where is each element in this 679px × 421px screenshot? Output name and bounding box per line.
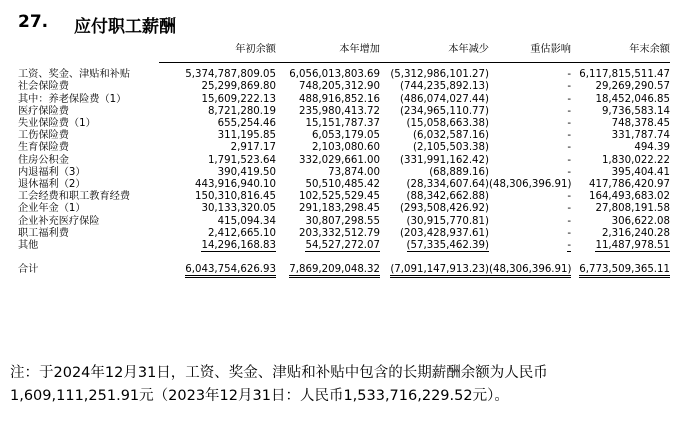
table-cell: 2,917.17 xyxy=(230,142,276,154)
table-cell: (234,965,110.77) xyxy=(400,105,489,117)
row-label: 企业补充医疗保险 xyxy=(18,215,100,227)
total-cell: (7,091,147,913.23) xyxy=(390,264,489,278)
table-cell: 235,980,413.72 xyxy=(298,105,380,117)
row-label: 内退福利（3） xyxy=(18,166,86,178)
table-cell: (88,342,662.88) xyxy=(406,191,489,203)
table-cell: 27,808,191.58 xyxy=(595,203,670,215)
table-cell: 2,103,080.60 xyxy=(311,142,380,154)
table-cell: (293,508,426.92) xyxy=(400,203,489,215)
total-cell: 6,773,509,365.11 xyxy=(579,264,670,278)
table-cell: (57,335,462.39) xyxy=(406,240,489,252)
table-header-row xyxy=(18,44,670,63)
table-cell: 6,117,815,511.47 xyxy=(579,69,670,81)
table-cell: 164,493,683.02 xyxy=(588,191,670,203)
total-cell: 7,869,209,048.32 xyxy=(289,264,380,278)
row-label: 工资、奖金、津贴和补贴 xyxy=(18,69,131,81)
table-cell: 9,736,583.14 xyxy=(601,105,670,117)
row-label: 企业年金（1） xyxy=(18,203,86,215)
table-cell: (6,032,587.16) xyxy=(413,130,489,142)
row-label: 生育保险费 xyxy=(18,142,69,154)
table-cell: - xyxy=(567,215,571,227)
table-cell: 2,412,665.10 xyxy=(207,227,276,239)
table-row xyxy=(18,142,670,154)
table-row xyxy=(18,106,670,118)
table-cell: 15,609,222.13 xyxy=(201,93,276,105)
table-cell: 50,510,485.42 xyxy=(305,179,380,191)
table-row xyxy=(18,179,670,191)
employee-benefits-payable-table xyxy=(18,44,670,278)
table-cell: (331,991,162.42) xyxy=(400,154,489,166)
column-header-revaluation: 重估影响 xyxy=(489,44,571,63)
table-cell: - xyxy=(567,240,571,252)
table-cell: (203,428,937.61) xyxy=(400,227,489,239)
table-cell: 443,916,940.10 xyxy=(194,179,276,191)
row-label: 其中：养老保险费（1） xyxy=(18,93,127,105)
table-row xyxy=(18,94,670,106)
table-row xyxy=(18,155,670,167)
table-cell: - xyxy=(567,105,571,117)
table-cell: 11,487,978.51 xyxy=(595,240,670,252)
table-cell: 291,183,298.45 xyxy=(298,203,380,215)
table-cell: - xyxy=(567,191,571,203)
column-header-closing-balance: 年末余额 xyxy=(571,44,670,63)
table-cell: (744,235,892.13) xyxy=(400,81,489,93)
row-label: 医疗保险费 xyxy=(18,105,69,117)
table-cell: 203,332,512.79 xyxy=(298,227,380,239)
table-cell: (28,334,607.64) xyxy=(406,179,489,191)
table-row xyxy=(18,191,670,203)
table-cell: 54,527,272.07 xyxy=(305,240,380,252)
table-cell: 311,195.85 xyxy=(217,130,276,142)
table-row xyxy=(18,203,670,215)
table-row xyxy=(18,81,670,93)
row-label: 工伤保险费 xyxy=(18,130,69,142)
table-cell: - xyxy=(567,166,571,178)
table-row xyxy=(18,240,670,252)
table-cell: - xyxy=(567,93,571,105)
table-body xyxy=(18,63,670,253)
table-cell: 748,205,312.90 xyxy=(298,81,380,93)
row-label: 其他 xyxy=(18,240,39,252)
table-cell: (68,889.16) xyxy=(429,166,489,178)
table-cell: 1,791,523.64 xyxy=(207,154,276,166)
table-cell: 390,419.50 xyxy=(217,166,276,178)
total-cell: 6,043,754,626.93 xyxy=(185,264,276,278)
table-cell: 30,133,320.05 xyxy=(201,203,276,215)
row-label: 社会保险费 xyxy=(18,81,69,93)
table-cell: 494.39 xyxy=(634,142,670,154)
table-cell: 2,316,240.28 xyxy=(601,227,670,239)
table-cell: 655,254.46 xyxy=(217,118,276,130)
table-cell: 748,378.45 xyxy=(611,118,670,130)
table-cell: 415,094.34 xyxy=(217,215,276,227)
table-cell: 30,807,298.55 xyxy=(305,215,380,227)
table-cell: (30,915,770.81) xyxy=(406,215,489,227)
table-row xyxy=(18,130,670,142)
total-row xyxy=(18,262,670,278)
table-cell: - xyxy=(567,69,571,81)
column-header-increase: 本年增加 xyxy=(276,44,380,63)
table-cell: (486,074,027.44) xyxy=(400,93,489,105)
table-cell: 15,151,787.37 xyxy=(305,118,380,130)
table-cell: - xyxy=(567,203,571,215)
row-label: 退休福利（2） xyxy=(18,179,86,191)
table-cell: - xyxy=(567,118,571,130)
table-row xyxy=(18,167,670,179)
table-cell: - xyxy=(567,81,571,93)
total-cell: (48,306,396.91) xyxy=(489,264,571,278)
row-label: 失业保险费（1） xyxy=(18,118,96,130)
table-cell: (5,312,986,101.27) xyxy=(390,69,489,81)
table-cell: 150,310,816.45 xyxy=(194,191,276,203)
table-cell: 102,525,529.45 xyxy=(298,191,380,203)
table-cell: - xyxy=(567,130,571,142)
table-row xyxy=(18,216,670,228)
section-number: 27. xyxy=(18,12,49,32)
table-cell: - xyxy=(567,227,571,239)
table-cell: 6,056,013,803.69 xyxy=(289,69,380,81)
section-title: 应付职工薪酬 xyxy=(74,17,176,37)
table-cell: (48,306,396.91) xyxy=(489,179,572,191)
column-header-decrease: 本年减少 xyxy=(380,44,489,63)
table-cell: 1,830,022.22 xyxy=(601,154,670,166)
table-cell: 331,787.74 xyxy=(611,130,670,142)
footnote: 注：于2024年12月31日，工资、奖金、津贴和补贴中包含的长期薪酬余额为人民币1,609,111,251.91元（2023年12月31日：人民币1,533,716,229.52元）。 xyxy=(10,365,548,404)
table-row xyxy=(18,69,670,81)
row-label: 工会经费和职工教育经费 xyxy=(18,191,131,203)
table-cell: (2,105,503.38) xyxy=(413,142,489,154)
total-label: 合计 xyxy=(18,264,39,276)
table-cell: 5,374,787,809.05 xyxy=(185,69,276,81)
table-row xyxy=(18,118,670,130)
table-cell: - xyxy=(567,154,571,166)
table-cell: 417,786,420.97 xyxy=(588,179,670,191)
table-footer xyxy=(18,252,670,278)
column-header-opening-balance: 年初余额 xyxy=(159,44,276,63)
table-cell: 73,874.00 xyxy=(328,166,380,178)
row-label: 住房公积金 xyxy=(18,154,69,166)
table-cell: 8,721,280.19 xyxy=(207,105,276,117)
table-cell: 306,622.08 xyxy=(611,215,670,227)
row-label: 职工福利费 xyxy=(18,227,69,239)
table-cell: 25,299,869.80 xyxy=(201,81,276,93)
table-cell: - xyxy=(567,142,571,154)
table-cell: 29,269,290.57 xyxy=(595,81,670,93)
table-cell: 395,404.41 xyxy=(611,166,670,178)
table-cell: (15,058,663.38) xyxy=(406,118,489,130)
table-row xyxy=(18,228,670,240)
table-cell: 332,029,661.00 xyxy=(298,154,380,166)
table-cell: 14,296,168.83 xyxy=(201,240,276,252)
table-cell: 488,916,852.16 xyxy=(298,93,380,105)
table-cell: 18,452,046.85 xyxy=(595,93,670,105)
table-cell: 6,053,179.05 xyxy=(311,130,380,142)
